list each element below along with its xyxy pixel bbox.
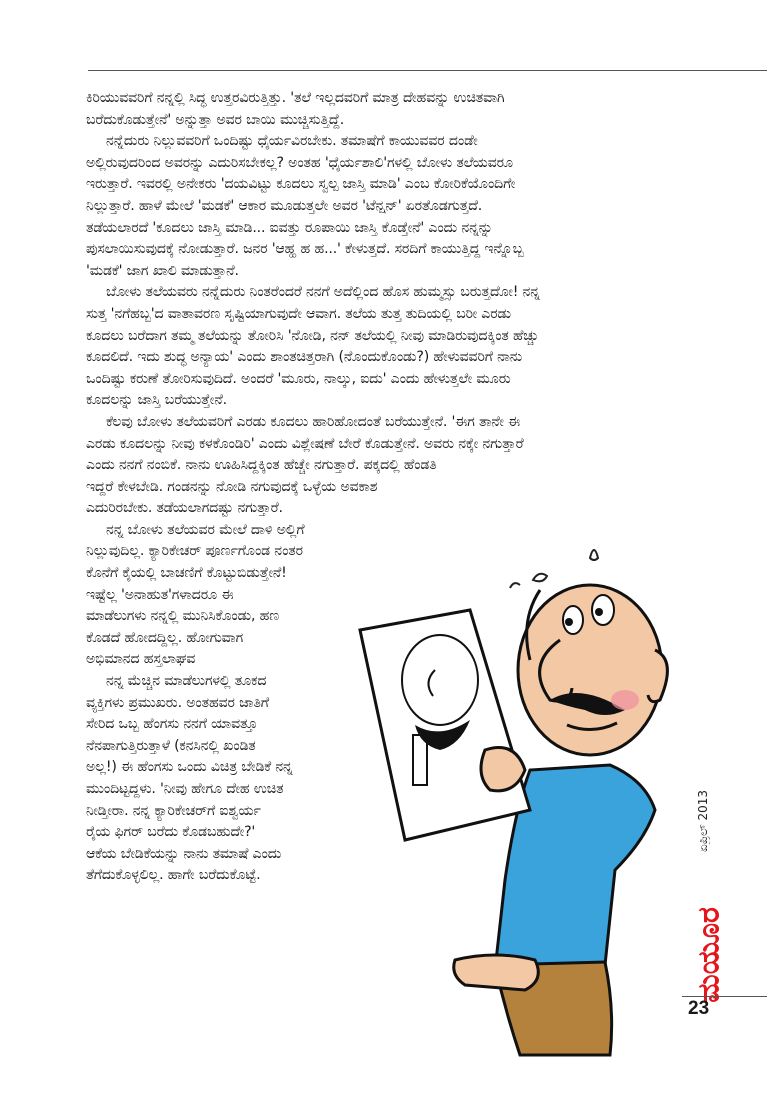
text-line: ಇದ್ದರೆ ಕೇಳಬೇಡಿ. ಗಂಡನನ್ನು ನೋಡಿ ನಗುವುದಕ್ಕೆ ಒಳ್ಳೆಯ ಅವಕಾಶ bbox=[86, 478, 378, 495]
paragraph-3 bbox=[86, 282, 686, 304]
text-line: ತೆಗೆದುಕೊಳ್ಳಲಿಲ್ಲ. ಹಾಗೇ ಬರೆದುಕೊಟ್ಟೆ. bbox=[86, 867, 261, 884]
text-line: 'ಮಡಕೆ' ಜಾಗ ಖಾಲಿ ಮಾಡುತ್ತಾನೆ. bbox=[86, 262, 239, 279]
paragraph-5 bbox=[86, 520, 366, 542]
text-line: ಕೂದಲನ್ನು ಜಾಸ್ತಿ ಬರೆಯುತ್ತೇನೆ. bbox=[86, 392, 227, 409]
text-line: ಬೋಳು ತಲೆಯವರು ನನ್ನೆದುರು ನಿಂತರೆಂದರೆ ನನಗೆ ಅದೆಲ್ಲಿಂದ ಹೊಸ ಹುಮ್ಮಸ್ಸು ಬರುತ್ತದೋ! ನನ್ನ bbox=[106, 284, 540, 301]
text-line: ಕೆಲವು ಬೋಳು ತಲೆಯವರಿಗೆ ಎರಡು ಕೂದಲು ಹಾರಿಹೋದಂತೆ ಬರೆಯುತ್ತೇನೆ. 'ಈಗ ತಾನೇ ಈ bbox=[106, 413, 521, 430]
text-line: ಇಷ್ಟೆಲ್ಲ 'ಅನಾಹುತ'ಗಳಾದರೂ ಈ bbox=[86, 586, 234, 603]
text-line: ನಿಲ್ಲುತ್ತಾರೆ. ಹಾಳೆ ಮೇಲೆ 'ಮಡಕೆ' ಆಕಾರ ಮೂಡುತ್ತಲೇ ಅವರ 'ಟೆನ್ಷನ್' ಏರತೊಡಗುತ್ತದೆ. bbox=[86, 197, 483, 214]
text-line: ಆಕೆಯ ಬೇಡಿಕೆಯನ್ನು ನಾನು ತಮಾಷೆ ಎಂದು bbox=[86, 845, 282, 862]
text-line: ಎರಡು ಕೂದಲನ್ನು ನೀವು ಕಳಕೊಂಡಿರಿ' ಎಂದು ವಿಶ್ಲೇಷಣೆ ಬೇರೆ ಕೊಡುತ್ತೇನೆ. ಅವರು ನಕ್ಕೇ ನಗುತ್ತಾರೆ bbox=[86, 435, 524, 452]
text-line: ನೀಡ್ತೀರಾ. ನನ್ನ ಕ್ಯಾರಿಕೇಚರ್‌ಗೆ ಐಶ್ವರ್ಯ bbox=[86, 802, 261, 819]
text-line: ಕಿರಿಯುವವರಿಗೆ ನನ್ನಲ್ಲಿ ಸಿದ್ಧ ಉತ್ತರವಿರುತ್ತಿತ್ತು. 'ತಲೆ ಇಲ್ಲದವರಿಗೆ ಮಾತ್ರ ದೇಹವನ್ನು ಉಚಿತವಾಗಿ bbox=[86, 90, 505, 106]
footer-divider bbox=[682, 996, 767, 997]
text-line: ನೆನಪಾಗುತ್ತಿರುತ್ತಾಳೆ (ಕನಸಿನಲ್ಲಿ ಖಂಡಿತ bbox=[86, 737, 256, 754]
paragraph-6 bbox=[86, 671, 366, 693]
text-line: ಮಾಡೆಲುಗಳು ನನ್ನಲ್ಲಿ ಮುನಿಸಿಕೊಂಡು, ಹಣ bbox=[86, 608, 280, 625]
text-line: ಇರುತ್ತಾರೆ. ಇವರಲ್ಲಿ ಅನೇಕರು 'ದಯವಿಟ್ಟು ಕೂದಲು ಸ್ವಲ್ಪ ಜಾಸ್ತಿ ಮಾಡಿ' ಎಂಬ ಕೋರಿಕೆಯೊಂದಿಗೇ bbox=[86, 176, 516, 193]
text-line: ನನ್ನ ಮೆಚ್ಚಿನ ಮಾಡೆಲುಗಳಲ್ಲಿ ತೂಕದ bbox=[106, 673, 267, 690]
text-line: ತಡೆಯಲಾರದೆ 'ಕೂದಲು ಜಾಸ್ತಿ ಮಾಡಿ... ಐವತ್ತು ರೂಪಾಯಿ ಜಾಸ್ತಿ ಕೊಡ್ತೇನೆ' ಎಂದು ನನ್ನನ್ನು bbox=[86, 219, 493, 236]
caricaturist-cartoon-icon bbox=[355, 510, 700, 1060]
text-line: ಎದುರಿರಬೇಕು. ತಡೆಯಲಾಗದಷ್ಟು ನಗುತ್ತಾರೆ. bbox=[86, 500, 283, 517]
text-line: ನನ್ನ ಬೋಳು ತಲೆಯವರ ಮೇಲೆ ದಾಳಿ ಅಲ್ಲಿಗೆ bbox=[106, 521, 305, 538]
text-line: ನಿಲ್ಲುವುದಿಲ್ಲ. ಕ್ಯಾರಿಕೇಚರ್ ಪೂರ್ಣಗೊಂಡ ನಂತರ bbox=[86, 543, 303, 560]
paragraph-6-cont bbox=[86, 693, 386, 887]
text-line: ಕೂದಲಿದೆ. ಇದು ಶುದ್ಧ ಅನ್ಯಾಯ' ಎಂದು ಶಾಂತಚಿತ್ತರಾಗಿ (ನೊಂದುಕೊಂಡು?) ಹೇಳುವವರಿಗೆ ನಾನು bbox=[86, 349, 523, 366]
paragraph-4 bbox=[86, 412, 686, 434]
text-line: ನನ್ನೆದುರು ನಿಲ್ಲುವವರಿಗೆ ಒಂದಿಷ್ಟು ಧೈರ್ಯವಿರಬೇಕು. ತಮಾಷೆಗೆ ಕಾಯುವವರ ದಂಡೇ bbox=[106, 133, 478, 150]
text-line: ಕೊಡದೆ ಹೋದದ್ದಿಲ್ಲ. ಹೋಗುವಾಗ bbox=[86, 629, 244, 646]
text-line: ಅಲ್ಲಿರುವುದರಿಂದ ಅವರನ್ನು ಎದುರಿಸಬೇಕಲ್ಲ? ಅಂತಹ 'ಧೈರ್ಯಶಾಲಿ'ಗಳಲ್ಲಿ ಬೋಳು ತಲೆಯವರೂ bbox=[86, 154, 514, 171]
text-line: ಸುತ್ತ 'ನಗೆಹಬ್ಬ'ದ ವಾತಾವರಣ ಸೃಷ್ಟಿಯಾಗುವುದೇ ಆವಾಗ. ತಲೆಯ ತುತ್ತ ತುದಿಯಲ್ಲಿ ಬರೀ ಎರಡು bbox=[86, 305, 511, 322]
text-line: ಬರೆದುಕೊಡುತ್ತೇನೆ' ಅನ್ನುತ್ತಾ ಅವರ ಬಾಯಿ ಮುಚ್ಚಿಸುತ್ತಿದ್ದೆ. bbox=[86, 111, 345, 128]
text-line: ಅಭಿಮಾನದ ಹಸ್ತಲಾಘವ bbox=[86, 651, 196, 668]
text-line: ಸೇರಿದ ಒಬ್ಬ ಹೆಂಗಸು ನನಗೆ ಯಾವತ್ತೂ bbox=[86, 716, 258, 733]
paragraph-2-cont bbox=[86, 153, 686, 283]
paragraph-4-cont bbox=[86, 434, 686, 520]
top-divider bbox=[88, 70, 767, 71]
text-line: ಕೂದಲು ಬರೆದಾಗ ತಮ್ಮ ತಲೆಯನ್ನು ತೋರಿಸಿ 'ನೋಡಿ, ನನ್ ತಲೆಯಲ್ಲಿ ನೀವು ಮಾಡಿರುವುದಕ್ಕಿಂತ ಹೆಚ್ಚು bbox=[86, 327, 539, 344]
text-line: ಅಲ್ಲ!) ಈ ಹೆಂಗಸು ಒಂದು ವಿಚಿತ್ರ ಬೇಡಿಕೆ ನನ್ನ bbox=[86, 759, 293, 776]
text-line: ಒಂದಿಷ್ಟು ಕರುಣೆ ತೋರಿಸುವುದಿದೆ. ಅಂದರೆ 'ಮೂರು, ನಾಲ್ಕು, ಐದು' ಎಂದು ಹೇಳುತ್ತಲೇ ಮೂರು bbox=[86, 370, 511, 387]
text-line: ಪುಸಲಾಯಿಸುವುದಕ್ಕೆ ನೋಡುತ್ತಾರೆ. ಜನರ 'ಆಹ್ಹ ಹ ಹ...' ಕೇಳುತ್ತದೆ. ಸರದಿಗೆ ಕಾಯುತ್ತಿದ್ದ ಇನ್ನೊಬ್ಬ bbox=[86, 241, 524, 258]
paragraph-3-cont bbox=[86, 304, 686, 412]
text-line: ಮುಂದಿಟ್ಟದ್ದಳು. 'ನೀವು ಹೇಗೂ ದೇಹ ಉಚಿತ bbox=[86, 781, 284, 797]
issue-date: ಏಪ್ರಿಲ್ 2013 bbox=[696, 790, 710, 852]
text-line: ರೈಯ ಫಿಗರ್ ಬರೆದು ಕೊಡಬಹುದೇ?' bbox=[86, 824, 256, 841]
paragraph-5-cont bbox=[86, 541, 386, 671]
paragraph-2 bbox=[86, 131, 686, 153]
magazine-logo-icon bbox=[690, 900, 730, 1010]
text-line: ಎಂದು ನನಗೆ ನಂಬಿಕೆ. ನಾನು ಊಹಿಸಿದ್ದಕ್ಕಿಂತ ಹೆಚ್ಚೇ ನಗುತ್ತಾರೆ. ಪಕ್ಕದಲ್ಲಿ ಹೆಂಡತಿ bbox=[86, 457, 437, 474]
text-line: ವ್ಯಕ್ತಿಗಳು ಪ್ರಮುಖರು. ಅಂತಹವರ ಜಾತಿಗೆ bbox=[86, 694, 269, 711]
text-line: ಕೊನೆಗೆ ಕೈಯಲ್ಲಿ ಬಾಚಣಿಗೆ ಕೊಟ್ಟುಬಿಡುತ್ತೇನೆ! bbox=[86, 565, 287, 582]
svg-text:ಮಯೂರ: ಮಯೂರ bbox=[691, 907, 727, 1003]
page-number: 23 bbox=[688, 998, 710, 1019]
paragraph-1 bbox=[86, 88, 686, 131]
